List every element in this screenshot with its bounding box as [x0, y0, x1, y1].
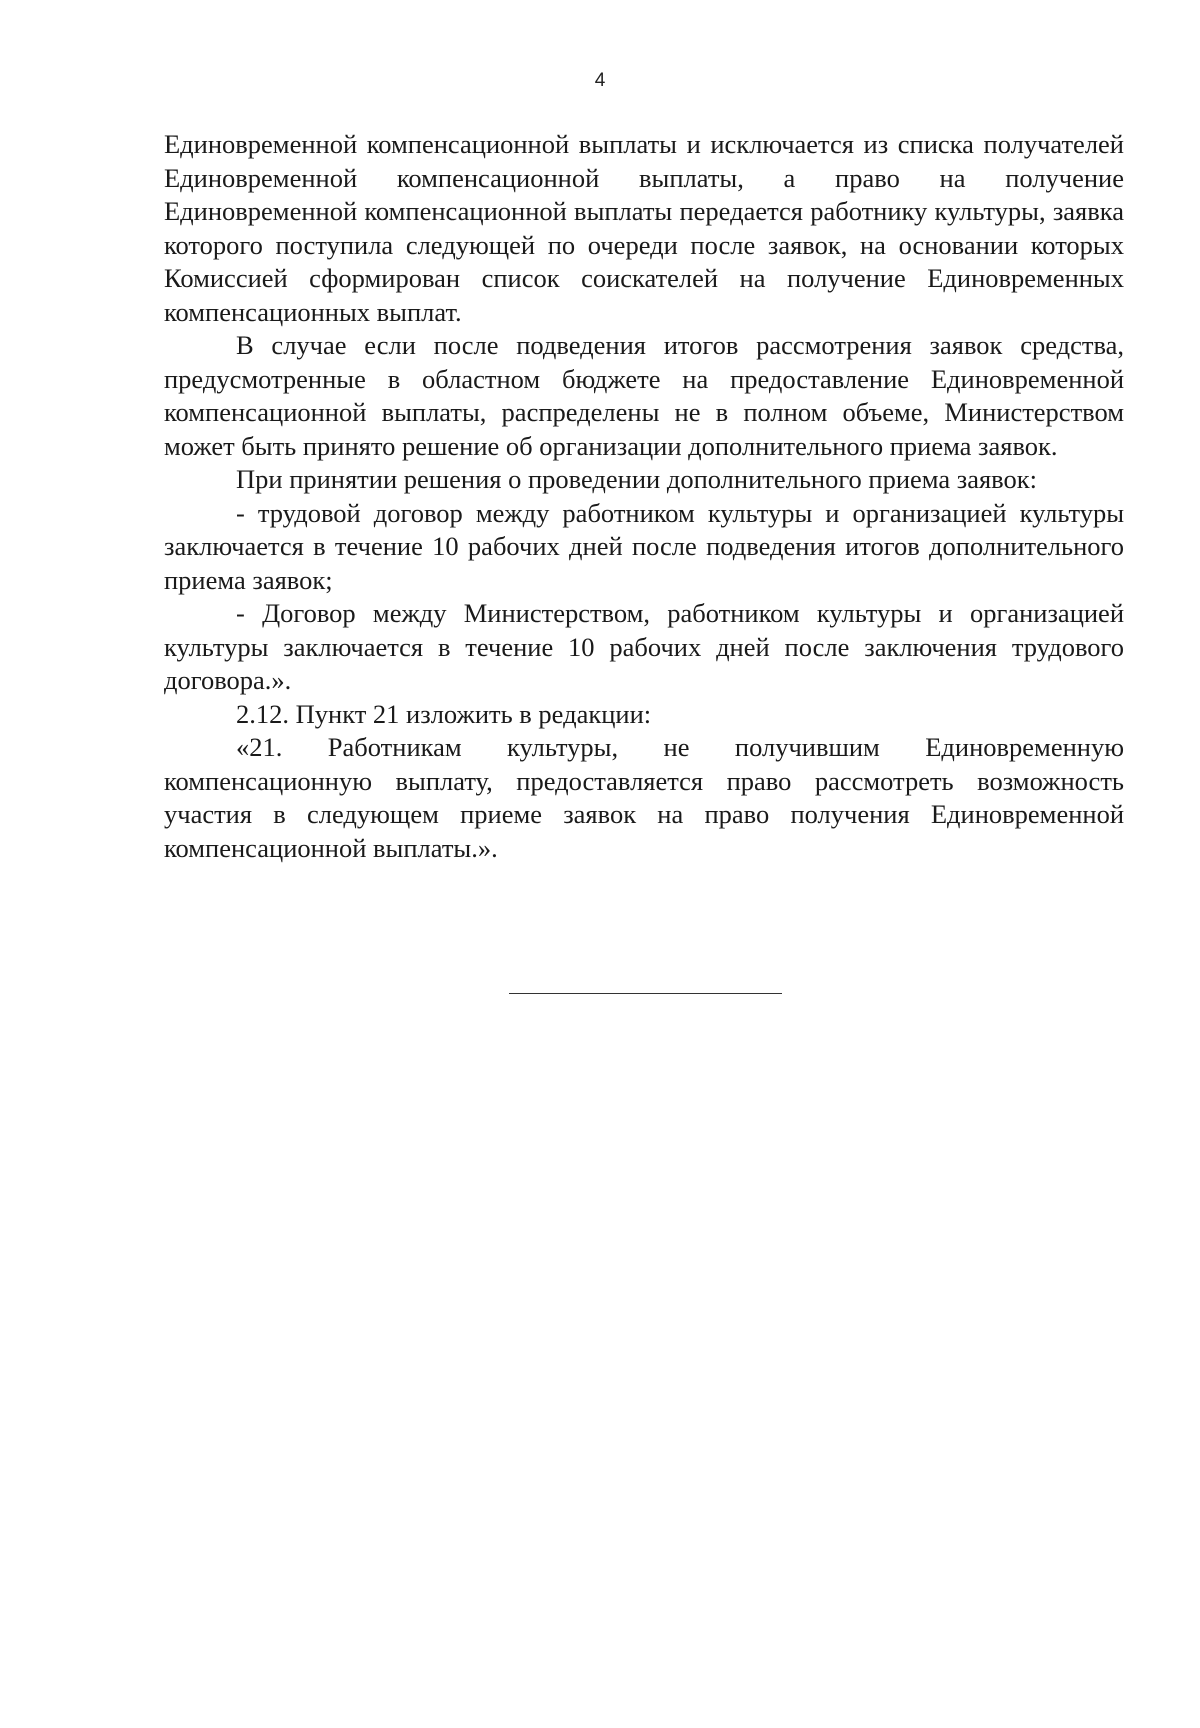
paragraph-decision-intro: При принятии решения о проведении дополнительного приема заявок: — [236, 464, 1038, 494]
document-body — [164, 128, 1124, 865]
list-item-labor-contract: - трудовой договор между работником культуры и организацией культуры заключается в течение 10 рабочих дней после подведения итогов дополнительного приема заявок; — [164, 497, 1124, 595]
paragraph-clause-21: «21. Работникам культуры, не получившим Единовременную компенсационную выплату, предоставляется право рассмотреть возможность участия в следующем приеме заявок на право получения Единовременной компенсационной выплаты.». — [164, 732, 1124, 863]
paragraph-additional-intake: В случае если после подведения итогов рассмотрения заявок средства, предусмотренные в областном бюджете на предоставление Единовременной компенсационной выплаты, распределены не в полном объеме, Министерством может быть принято решение об организации дополнительного приема заявок. — [164, 330, 1124, 461]
list-item-ministry-contract: - Договор между Министерством, работником культуры и организацией культуры заключается в течение 10 рабочих дней после заключения трудового договора.». — [164, 598, 1124, 695]
paragraph-continuation: Единовременной компенсационной выплаты и исключается из списка получателей Единовременной компенсационной выплаты, а право на получение Единовременной компенсационной выплаты передается работнику культуры, заявка которого поступила следующей по очереди после заявок, на основании которых Комиссией сформирован список соискателей на получение Единовременных компенсационных выплат. — [164, 129, 1124, 327]
page-number: 4 — [594, 70, 606, 91]
end-divider-line — [509, 993, 782, 994]
paragraph-clause-2-12: 2.12. Пункт 21 изложить в редакции: — [236, 698, 652, 729]
